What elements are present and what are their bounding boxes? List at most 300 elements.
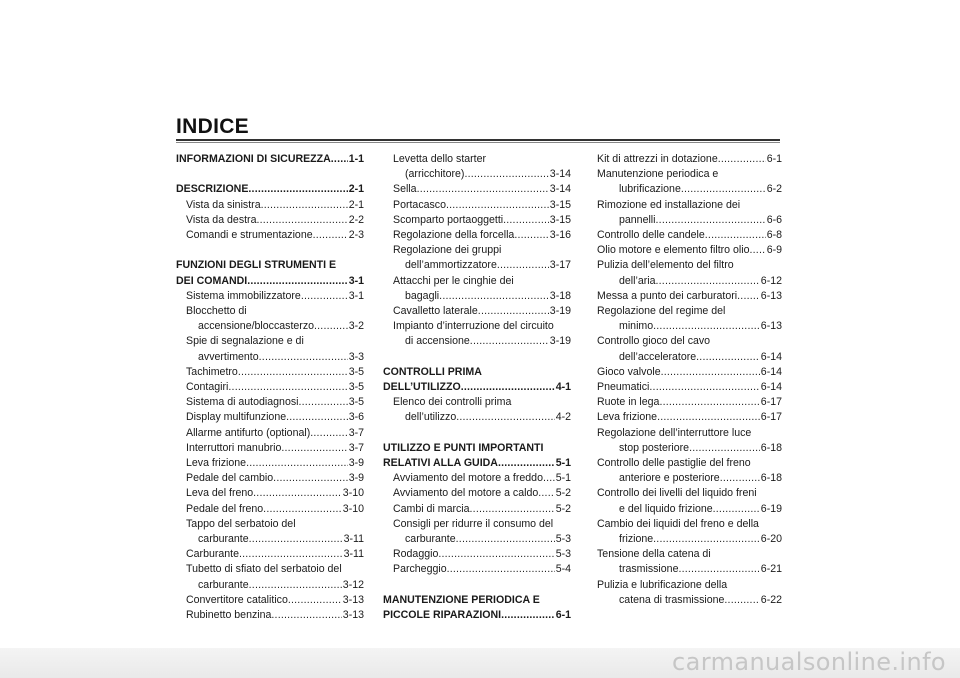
toc-entry[interactable] (176, 350, 364, 365)
toc-entry[interactable] (383, 167, 571, 182)
toc-page-number: 3-7 (348, 441, 364, 454)
toc-leader-dots (750, 243, 766, 258)
toc-entry[interactable] (597, 334, 782, 349)
toc-page-number: 3-15 (549, 213, 571, 226)
toc-page-number: 3-1 (348, 274, 364, 287)
toc-entry[interactable] (176, 213, 364, 228)
toc-leader-dots (737, 289, 760, 304)
toc-leader-dots (253, 486, 342, 501)
toc-entry-title: Vista da destra (186, 213, 257, 226)
toc-entry-title: Messa a punto dei carburatori (597, 289, 738, 302)
toc-leader-dots (331, 152, 348, 167)
toc-entry-title: Pulizia e lubrificazione della (597, 578, 728, 591)
title-rule (176, 139, 780, 141)
toc-page-number: 2-2 (348, 213, 364, 226)
toc-entry-title: Pedale del freno (186, 502, 264, 515)
toc-leader-dots (653, 532, 760, 547)
toc-entry-title: Leva del freno (186, 487, 254, 500)
toc-page-number: 6-14 (760, 365, 782, 378)
toc-leader-dots (249, 532, 343, 547)
toc-entry[interactable] (383, 562, 571, 577)
toc-entry-title: Elenco dei controlli prima (393, 396, 512, 409)
toc-spacer (383, 578, 571, 593)
toc-leader-dots (263, 502, 342, 517)
toc-section-heading[interactable] (383, 380, 571, 395)
toc-entry-title: Vista da sinistra (186, 198, 261, 211)
toc-page-number: 6-18 (760, 441, 782, 454)
toc-entry[interactable] (383, 319, 571, 334)
toc-page-number: 5-2 (555, 487, 571, 500)
toc-entry-title: Controllo delle pastiglie del freno (597, 457, 751, 470)
toc-entry-title: (arricchitore) (405, 168, 465, 181)
toc-entry[interactable] (176, 380, 364, 395)
toc-leader-dots (681, 182, 766, 197)
toc-entry[interactable] (597, 350, 782, 365)
toc-entry-title: stop posteriore (619, 441, 690, 454)
toc-entry[interactable] (597, 410, 782, 425)
toc-entry[interactable] (176, 228, 364, 243)
toc-entry-title: RELATIVI ALLA GUIDA (383, 457, 498, 470)
toc-entry[interactable] (383, 289, 571, 304)
toc-entry-title: carburante (198, 578, 249, 591)
toc-entry[interactable] (383, 486, 571, 501)
toc-section-heading[interactable] (383, 365, 571, 380)
toc-entry-title: dell’acceleratore (619, 350, 697, 363)
toc-page-number: 2-3 (348, 229, 364, 241)
toc-entry-title: DESCRIZIONE (176, 183, 249, 196)
toc-section-heading[interactable] (383, 456, 571, 471)
toc-entry[interactable] (383, 547, 571, 562)
toc-entry[interactable] (597, 486, 782, 501)
toc-entry-title: Display multifunzione (186, 411, 287, 424)
toc-page-number: 3-5 (348, 396, 364, 409)
toc-page-number: 6-17 (760, 396, 782, 409)
toc-page-number: 5-1 (555, 472, 571, 485)
toc-section-heading[interactable] (176, 152, 364, 167)
toc-entry[interactable] (383, 334, 571, 349)
toc-entry[interactable] (383, 274, 571, 289)
toc-entry[interactable] (597, 532, 782, 547)
toc-entry[interactable] (383, 410, 571, 425)
toc-column-2 (383, 152, 571, 623)
toc-leader-dots (724, 593, 759, 608)
toc-entry-title: DELL’UTILIZZO (383, 381, 461, 394)
toc-leader-dots (713, 502, 760, 517)
toc-entry-title: dell’aria (619, 274, 656, 287)
toc-entry-title: accensione/bloccasterzo (198, 320, 315, 333)
toc-entry-title: catena di trasmissione (619, 593, 725, 606)
toc-entry-title: Regolazione del regime del (597, 305, 726, 318)
toc-entry[interactable] (176, 198, 364, 213)
toc-entry-title: lubrificazione (619, 183, 681, 196)
toc-entry-title: Pedale del cambio (186, 472, 274, 485)
toc-entry[interactable] (176, 486, 364, 501)
toc-section-heading[interactable] (383, 441, 571, 456)
watermark: carmanualsonline.info (672, 648, 946, 676)
toc-entry[interactable] (597, 593, 782, 608)
toc-leader-dots (543, 471, 555, 486)
toc-leader-dots (281, 441, 347, 456)
toc-entry[interactable] (176, 593, 364, 608)
toc-spacer (176, 167, 364, 182)
toc-entry[interactable] (597, 547, 782, 562)
toc-page-number: 5-1 (555, 457, 571, 470)
toc-entry[interactable] (597, 304, 782, 319)
toc-entry-title: Cambi di marcia (393, 502, 470, 515)
toc-page-number: 3-9 (348, 457, 364, 470)
toc-entry[interactable] (176, 304, 364, 319)
toc-page-number: 5-4 (555, 563, 571, 576)
toc-entry[interactable] (383, 198, 571, 213)
toc-leader-dots (656, 213, 766, 228)
toc-entry[interactable] (176, 426, 364, 441)
toc-entry-title: Ruote in lega (597, 396, 660, 409)
toc-entry[interactable] (597, 365, 782, 380)
toc-entry-title: dell’ammortizzatore (405, 259, 497, 272)
toc-entry-title: bagagli (405, 289, 440, 302)
toc-entry[interactable] (176, 532, 364, 547)
toc-leader-dots (470, 502, 555, 517)
toc-entry-title: Leva frizione (597, 411, 658, 424)
toc-leader-dots (498, 456, 555, 471)
toc-leader-dots (653, 319, 760, 334)
toc-page-number: 6-1 (766, 153, 782, 165)
toc-leader-dots (238, 365, 348, 380)
toc-entry[interactable] (176, 334, 364, 349)
toc-entry-title: Allarme antifurto (optional) (186, 426, 311, 439)
toc-leader-dots (447, 562, 555, 577)
toc-entry[interactable] (597, 578, 782, 593)
toc-leader-dots (439, 289, 549, 304)
toc-entry-title: minimo (619, 320, 654, 333)
toc-leader-dots (538, 486, 554, 501)
toc-entry[interactable] (383, 304, 571, 319)
page-title: INDICE (176, 115, 249, 138)
toc-leader-dots (503, 213, 549, 228)
toc-leader-dots (718, 152, 766, 167)
toc-page-number: 6-22 (760, 593, 782, 606)
toc-page-number: 6-19 (760, 502, 782, 515)
toc-page-number: 6-17 (760, 411, 782, 424)
toc-entry[interactable] (176, 319, 364, 334)
toc-leader-dots (301, 289, 348, 304)
toc-page-number: 5-3 (555, 548, 571, 561)
toc-section-heading[interactable] (383, 593, 571, 608)
toc-entry[interactable] (176, 578, 364, 593)
toc-entry-title: Regolazione dell’interruttore luce (597, 426, 752, 439)
toc-leader-dots (271, 608, 341, 623)
toc-entry-title: MANUTENZIONE PERIODICA E (383, 593, 540, 606)
toc-page-number: 3-17 (549, 259, 571, 272)
toc-entry-title: anteriore e posteriore (619, 472, 720, 485)
toc-page-number: 3-12 (342, 578, 364, 591)
toc-leader-dots (689, 441, 760, 456)
toc-leader-dots (228, 380, 347, 395)
toc-leader-dots (247, 274, 347, 289)
toc-entry[interactable] (597, 213, 782, 228)
toc-page-number: 6-20 (760, 533, 782, 546)
toc-leader-dots (478, 304, 549, 319)
toc-leader-dots (248, 182, 347, 197)
toc-leader-dots (298, 395, 347, 410)
toc-entry[interactable] (597, 198, 782, 213)
toc-entry-title: Consigli per ridurre il consumo del (393, 517, 554, 530)
toc-page-number: 5-2 (555, 502, 571, 515)
toc-leader-dots (661, 365, 760, 380)
toc-entry-title: Tachimetro (186, 365, 238, 378)
toc-page-number: 4-1 (555, 381, 571, 394)
toc-entry[interactable] (383, 243, 571, 258)
toc-page-number: 3-18 (549, 289, 571, 302)
toc-leader-dots (313, 228, 348, 243)
toc-page-number: 6-18 (760, 472, 782, 485)
toc-entry-title: Spie di segnalazione e di (186, 335, 304, 348)
toc-leader-dots (514, 228, 548, 243)
toc-leader-dots (259, 350, 348, 365)
toc-entry-title: Rimozione ed installazione dei (597, 198, 741, 211)
toc-page-number: 3-10 (342, 502, 364, 515)
toc-entry-title: Impianto d’interruzione del circuito (393, 320, 554, 333)
toc-entry[interactable] (597, 441, 782, 456)
toc-leader-dots (239, 547, 343, 562)
toc-entry-title: Avviamento del motore a freddo (393, 472, 543, 485)
toc-entry[interactable] (597, 502, 782, 517)
toc-leader-dots (464, 167, 548, 182)
toc-entry[interactable] (597, 152, 782, 167)
toc-entry[interactable] (597, 228, 782, 243)
toc-entry-title: carburante (405, 533, 456, 546)
toc-leader-dots (720, 471, 760, 486)
toc-page-number: 3-19 (549, 305, 571, 318)
toc-entry-title: Attacchi per le cinghie dei (393, 274, 514, 287)
toc-entry-title: CONTROLLI PRIMA (383, 365, 482, 378)
toc-page-number: 2-1 (348, 198, 364, 211)
toc-entry[interactable] (597, 456, 782, 471)
toc-entry-title: Interruttori manubrio (186, 441, 282, 454)
toc-leader-dots (696, 350, 760, 365)
toc-leader-dots (657, 410, 760, 425)
toc-leader-dots (456, 410, 554, 425)
toc-entry[interactable] (597, 274, 782, 289)
toc-entry[interactable] (176, 289, 364, 304)
toc-entry[interactable] (176, 471, 364, 486)
toc-entry[interactable] (597, 289, 782, 304)
toc-leader-dots (249, 578, 342, 593)
toc-entry[interactable] (383, 395, 571, 410)
toc-entry[interactable] (176, 441, 364, 456)
toc-page-number: 3-13 (342, 609, 364, 622)
toc-column-1 (176, 152, 364, 623)
toc-leader-dots (286, 410, 348, 425)
toc-leader-dots (705, 228, 766, 243)
toc-entry-title: Blocchetto di (186, 305, 247, 317)
toc-leader-dots (678, 562, 759, 577)
toc-leader-dots (310, 426, 347, 441)
toc-entry-title: Manutenzione periodica e (597, 168, 719, 181)
toc-entry[interactable] (383, 517, 571, 532)
toc-entry-title: Tensione della catena di (597, 548, 711, 561)
toc-page-number: 3-14 (549, 168, 571, 181)
toc-page-number: 4-2 (555, 411, 571, 424)
toc-entry-title: Tubetto di sfiato del serbatoio del (186, 563, 342, 576)
toc-entry[interactable] (176, 517, 364, 532)
toc-page-number: 1-1 (348, 153, 364, 165)
toc-entry-title: trasmissione (619, 563, 679, 576)
toc-entry-title: Contagiri (186, 381, 229, 394)
toc-column-3 (597, 152, 782, 608)
toc-entry-title: Leva frizione (186, 457, 247, 470)
toc-entry[interactable] (597, 182, 782, 197)
toc-entry-title: Gioco valvole (597, 365, 661, 378)
toc-page-number: 6-6 (766, 213, 782, 226)
toc-entry[interactable] (383, 152, 571, 167)
toc-leader-dots (288, 593, 342, 608)
toc-entry-title: FUNZIONI DEGLI STRUMENTI E (176, 259, 337, 272)
toc-entry-title: INFORMAZIONI DI SICUREZZA (176, 153, 331, 165)
toc-section-heading[interactable] (176, 182, 364, 197)
toc-entry-title: carburante (198, 533, 249, 546)
toc-leader-dots (256, 213, 347, 228)
toc-page-number: 6-8 (766, 229, 782, 242)
toc-page-number: 6-2 (766, 183, 782, 196)
toc-entry[interactable] (176, 562, 364, 577)
toc-page-number: 3-15 (549, 198, 571, 211)
toc-page-number: 6-12 (760, 274, 782, 287)
toc-entry[interactable] (383, 228, 571, 243)
toc-entry-title: Kit di attrezzi in dotazione (597, 153, 718, 165)
toc-page-number: 6-1 (555, 609, 571, 622)
toc-entry[interactable] (176, 547, 364, 562)
toc-entry-title: Comandi e strumentazione (186, 229, 313, 241)
toc-entry[interactable] (597, 395, 782, 410)
toc-entry-title: Scomparto portaoggetti (393, 213, 504, 226)
toc-page-number: 3-6 (348, 411, 364, 424)
toc-entry-title: e del liquido frizione (619, 502, 713, 515)
toc-entry-title: avvertimento (198, 350, 259, 363)
toc-page-number: 6-13 (760, 289, 782, 302)
toc-entry-title: frizione (619, 533, 654, 546)
toc-spacer (176, 243, 364, 258)
toc-entry[interactable] (383, 532, 571, 547)
toc-entry[interactable] (597, 426, 782, 441)
toc-entry-title: PICCOLE RIPARAZIONI (383, 609, 502, 622)
toc-entry-title: Sella (393, 183, 417, 196)
toc-page-number: 6-14 (760, 381, 782, 394)
toc-entry-title: Rodaggio (393, 548, 439, 561)
toc-entry-title: DEI COMANDI (176, 274, 248, 287)
toc-entry-title: Rubinetto benzina (186, 609, 272, 622)
toc-entry[interactable] (597, 562, 782, 577)
toc-entry[interactable] (383, 471, 571, 486)
toc-entry-title: UTILIZZO E PUNTI IMPORTANTI (383, 441, 544, 454)
toc-leader-dots (314, 319, 348, 334)
toc-entry-title: Levetta dello starter (393, 153, 487, 165)
toc-entry-title: Parcheggio (393, 563, 447, 576)
toc-page-number: 3-9 (348, 472, 364, 485)
toc-entry-title: Controllo dei livelli del liquido freni (597, 487, 757, 500)
toc-spacer (383, 426, 571, 441)
toc-entry-title: Cavalletto laterale (393, 305, 478, 318)
toc-page-number: 3-16 (549, 229, 571, 242)
toc-entry[interactable] (176, 502, 364, 517)
toc-leader-dots (461, 380, 555, 395)
toc-entry-title: dell’utilizzo (405, 411, 457, 424)
toc-leader-dots (649, 380, 759, 395)
toc-entry-title: pannelli (619, 213, 656, 226)
toc-entry-title: Convertitore catalitico (186, 593, 288, 606)
toc-page-number: 3-3 (348, 350, 364, 363)
toc-entry-title: Pneumatici (597, 381, 650, 394)
toc-entry[interactable] (176, 456, 364, 471)
toc-entry-title: Sistema immobilizzatore (186, 289, 301, 302)
toc-entry[interactable] (597, 319, 782, 334)
toc-page-number: 6-14 (760, 350, 782, 363)
toc-entry-title: Tappo del serbatoio del (186, 517, 296, 530)
toc-page-number: 6-9 (766, 244, 782, 257)
toc-section-heading[interactable] (176, 274, 364, 289)
toc-leader-dots (446, 198, 549, 213)
toc-leader-dots (261, 198, 348, 213)
toc-entry[interactable] (176, 365, 364, 380)
toc-entry[interactable] (176, 608, 364, 623)
toc-entry-title: Avviamento del motore a caldo (393, 487, 539, 500)
toc-page-number: 3-11 (343, 548, 364, 561)
toc-section-heading[interactable] (383, 608, 571, 623)
toc-entry[interactable] (383, 502, 571, 517)
toc-page-number: 6-13 (760, 320, 782, 333)
toc-page-number: 3-2 (348, 320, 364, 333)
toc-entry-title: Controllo gioco del cavo (597, 335, 711, 348)
toc-entry[interactable] (597, 167, 782, 182)
toc-leader-dots (470, 334, 549, 349)
toc-page-number: 3-19 (549, 335, 571, 348)
toc-entry[interactable] (383, 258, 571, 273)
toc-leader-dots (246, 456, 348, 471)
toc-entry[interactable] (597, 380, 782, 395)
toc-leader-dots (273, 471, 348, 486)
toc-page-number: 3-13 (342, 593, 364, 606)
toc-entry[interactable] (383, 182, 571, 197)
toc-page-number: 3-14 (549, 183, 571, 196)
toc-section-heading[interactable] (176, 258, 364, 273)
toc-page-number: 3-5 (348, 365, 364, 378)
title-rule-thin (176, 142, 780, 143)
toc-page-number: 3-11 (343, 533, 364, 546)
toc-entry[interactable] (176, 395, 364, 410)
toc-entry-title: Regolazione della forcella (393, 229, 515, 242)
toc-entry[interactable] (176, 410, 364, 425)
toc-entry[interactable] (597, 471, 782, 486)
toc-entry-title: Controllo delle candele (597, 229, 705, 242)
toc-page-number: 3-5 (348, 381, 364, 394)
toc-entry[interactable] (597, 517, 782, 532)
toc-entry[interactable] (597, 258, 782, 273)
toc-entry-title: Sistema di autodiagnosi (186, 396, 299, 409)
toc-page-number: 3-7 (348, 426, 364, 439)
toc-entry-title: Carburante (186, 548, 239, 561)
toc-entry[interactable] (383, 213, 571, 228)
toc-page-number: 2-1 (348, 183, 364, 196)
toc-entry-title: Portacasco (393, 198, 446, 211)
toc-entry-title: di accensione (405, 335, 470, 348)
toc-spacer (383, 350, 571, 365)
toc-entry-title: Cambio dei liquidi del freno e della (597, 517, 759, 530)
toc-page-number: 6-21 (760, 563, 782, 576)
toc-leader-dots (659, 395, 759, 410)
toc-entry[interactable] (597, 243, 782, 258)
toc-leader-dots (456, 532, 555, 547)
toc-entry-title: Regolazione dei gruppi (393, 244, 502, 257)
